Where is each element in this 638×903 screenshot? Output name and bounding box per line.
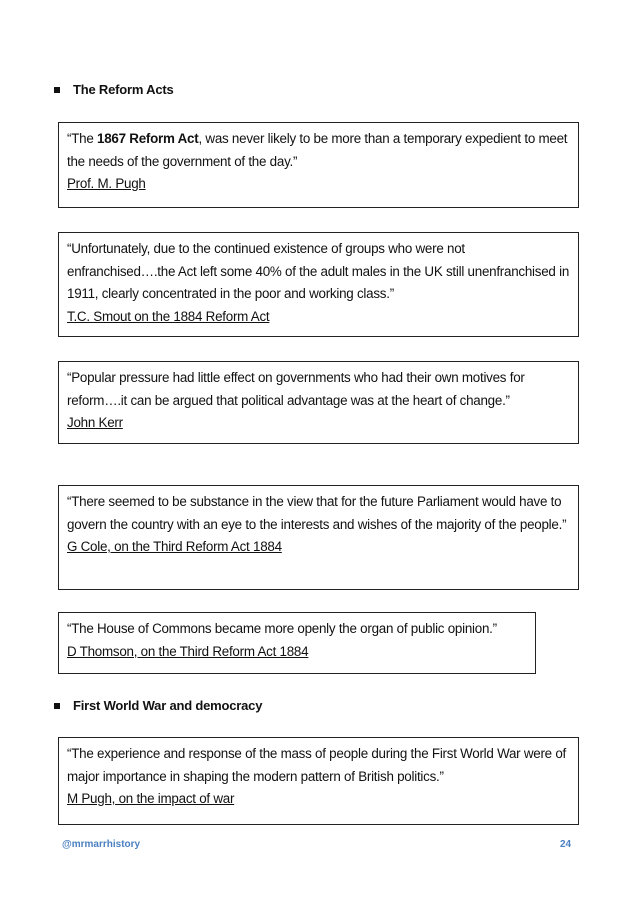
quote-box-2 xyxy=(58,232,579,337)
quote-text: “There seemed to be substance in the view that for the future Parliament would have to govern the country with an eye to the interests and wishes of the majority of the people.” xyxy=(67,494,567,532)
heading-text: The Reform Acts xyxy=(73,82,174,97)
quote-source: T.C. Smout on the 1884 Reform Act xyxy=(67,308,270,324)
quote-source: G Cole, on the Third Reform Act 1884 xyxy=(67,539,282,554)
square-bullet-icon xyxy=(54,87,60,93)
quote-text: “The House of Commons became more openly the organ of public opinion.” xyxy=(67,621,497,636)
quote-text: “Popular pressure had little effect on governments who had their own motives for reform….it can be argued that political advantage was at the heart of change.” xyxy=(67,370,525,408)
section-heading-reform-acts xyxy=(54,82,174,97)
quote-box-6 xyxy=(58,737,579,825)
quote-emphasis: 1867 Reform Act xyxy=(97,131,199,146)
quote-text: “The experience and response of the mass of people during the First World War were of major importance in shaping the modern pattern of British politics.” xyxy=(67,746,567,784)
quote-text: “Unfortunately, due to the continued existence of groups who were not enfranchised….the Act left some 40% of the adult males in the UK still unenfranchised in 1911, clearly concentrated in the poor and working class.” xyxy=(67,241,570,301)
footer-page-number: 24 xyxy=(560,839,572,850)
quote-source: M Pugh, on the impact of war xyxy=(67,791,235,806)
heading-text: First World War and democracy xyxy=(73,698,263,713)
quote-text: “The 1867 Reform Act, was never likely to be more than a temporary expedient to meet the needs of the government of the day.” xyxy=(67,131,568,169)
section-heading-first-world-war xyxy=(54,698,262,713)
quote-box-5 xyxy=(58,612,536,674)
quote-source: Prof. M. Pugh xyxy=(67,176,146,191)
quote-source: D Thomson, on the Third Reform Act 1884 xyxy=(67,643,309,659)
quote-box-4 xyxy=(58,485,579,590)
footer-handle: @mrmarrhistory xyxy=(62,839,141,850)
square-bullet-icon xyxy=(54,703,60,709)
quote-box-3 xyxy=(58,361,579,444)
quote-box-1 xyxy=(58,122,579,208)
quote-source: John Kerr xyxy=(67,415,123,430)
